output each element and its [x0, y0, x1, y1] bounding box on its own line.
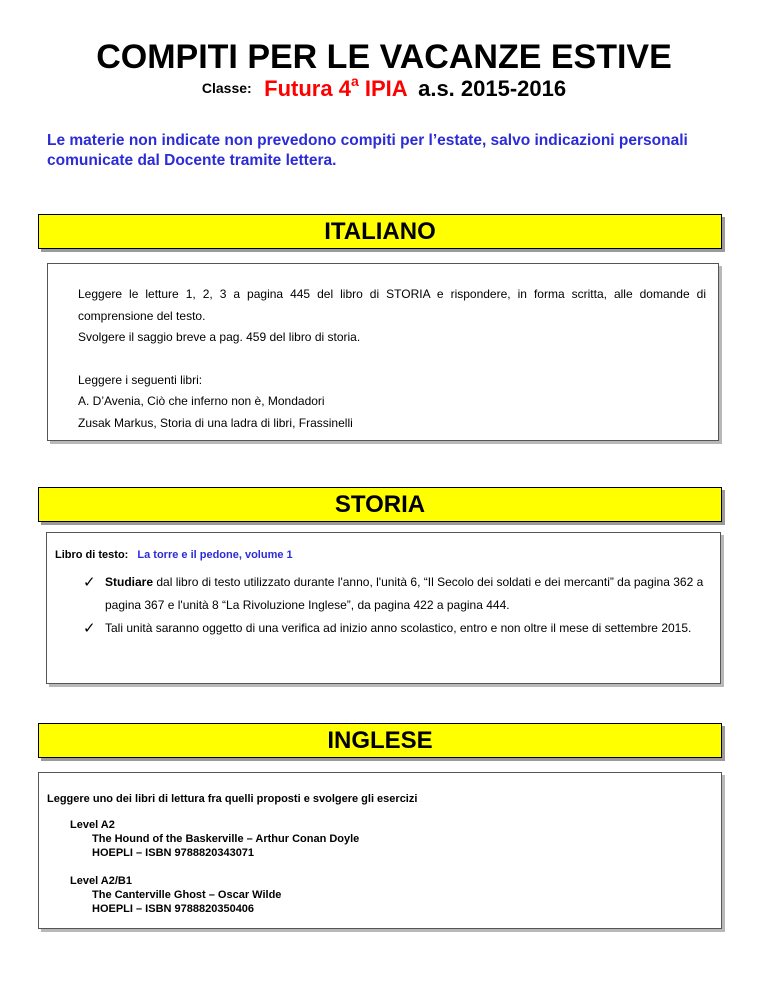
page-title: COMPITI PER LE VACANZE ESTIVE: [96, 38, 672, 76]
class-superscript: a: [350, 73, 359, 89]
book-2-isbn: HOEPLI – ISBN 9788820350406: [92, 903, 255, 915]
storia-textbook-line: [55, 549, 293, 561]
school-year: a.s. 2015-2016: [418, 76, 567, 101]
notice-text: Le materie non indicate non prevedono compiti per l’estate, salvo indicazioni personali comunicate dal Docente tramite lettera.: [47, 132, 688, 169]
inglese-box: [38, 772, 722, 929]
heading-inglese: INGLESE: [38, 723, 722, 758]
storia-item-2: [83, 617, 709, 640]
italiano-line-1: Leggere le letture 1, 2, 3 a pagina 445 del libro di STORIA e rispondere, in forma scritta, alle domande di comprensione del testo.: [78, 287, 706, 323]
inglese-intro: Leggere uno dei libri di lettura fra quelli proposti e svolgere gli esercizi: [47, 793, 418, 805]
heading-italiano: ITALIANO: [38, 214, 722, 249]
storia-box: [46, 532, 721, 684]
class-line: [0, 73, 768, 102]
level-a2-b1: Level A2/B1: [70, 875, 132, 887]
italiano-books-intro: Leggere i seguenti libri:: [78, 372, 203, 387]
book-1-isbn: HOEPLI – ISBN 9788820343071: [92, 847, 255, 859]
italiano-book-1: A. D’Avenia, Ciò che inferno non è, Mondadori: [78, 394, 325, 408]
italiano-line-2: Svolgere il saggio breve a pag. 459 del libro di storia.: [78, 330, 361, 344]
storia-item-1: [83, 571, 709, 617]
class-suffix: IPIA: [358, 76, 408, 101]
storia-item-2-text: Tali unità saranno oggetto di una verifica ad inizio anno scolastico, entro e non oltre il mese di settembre 2015.: [105, 621, 692, 635]
italiano-book-2: Zusak Markus, Storia di una ladra di libri, Frassinelli: [78, 415, 353, 430]
heading-storia: STORIA: [38, 487, 722, 522]
storia-item-1-text: dal libro di testo utilizzato durante l'anno, l'unità 6, “Il Secolo dei soldati e dei mercanti” da pagina 362 a pagina 367 e l'unità 8 “La Rivoluzione Inglese”, da pagina 422 a pagina 444.: [105, 575, 704, 612]
storia-item-1-strong: Studiare: [105, 575, 154, 589]
book-2-title: The Canterville Ghost – Oscar Wilde: [92, 889, 282, 901]
level-a2: Level A2: [70, 819, 115, 831]
class-name: Futura 4: [264, 76, 351, 101]
class-label: Classe:: [201, 80, 252, 96]
textbook-title: La torre e il pedone, volume 1: [137, 549, 293, 561]
textbook-label: Libro di testo:: [55, 549, 129, 561]
italiano-box: [47, 263, 719, 441]
book-1-title: The Hound of the Baskerville – Arthur Conan Doyle: [92, 833, 360, 845]
check-icon: ✓: [83, 620, 96, 637]
check-icon: ✓: [83, 574, 96, 591]
